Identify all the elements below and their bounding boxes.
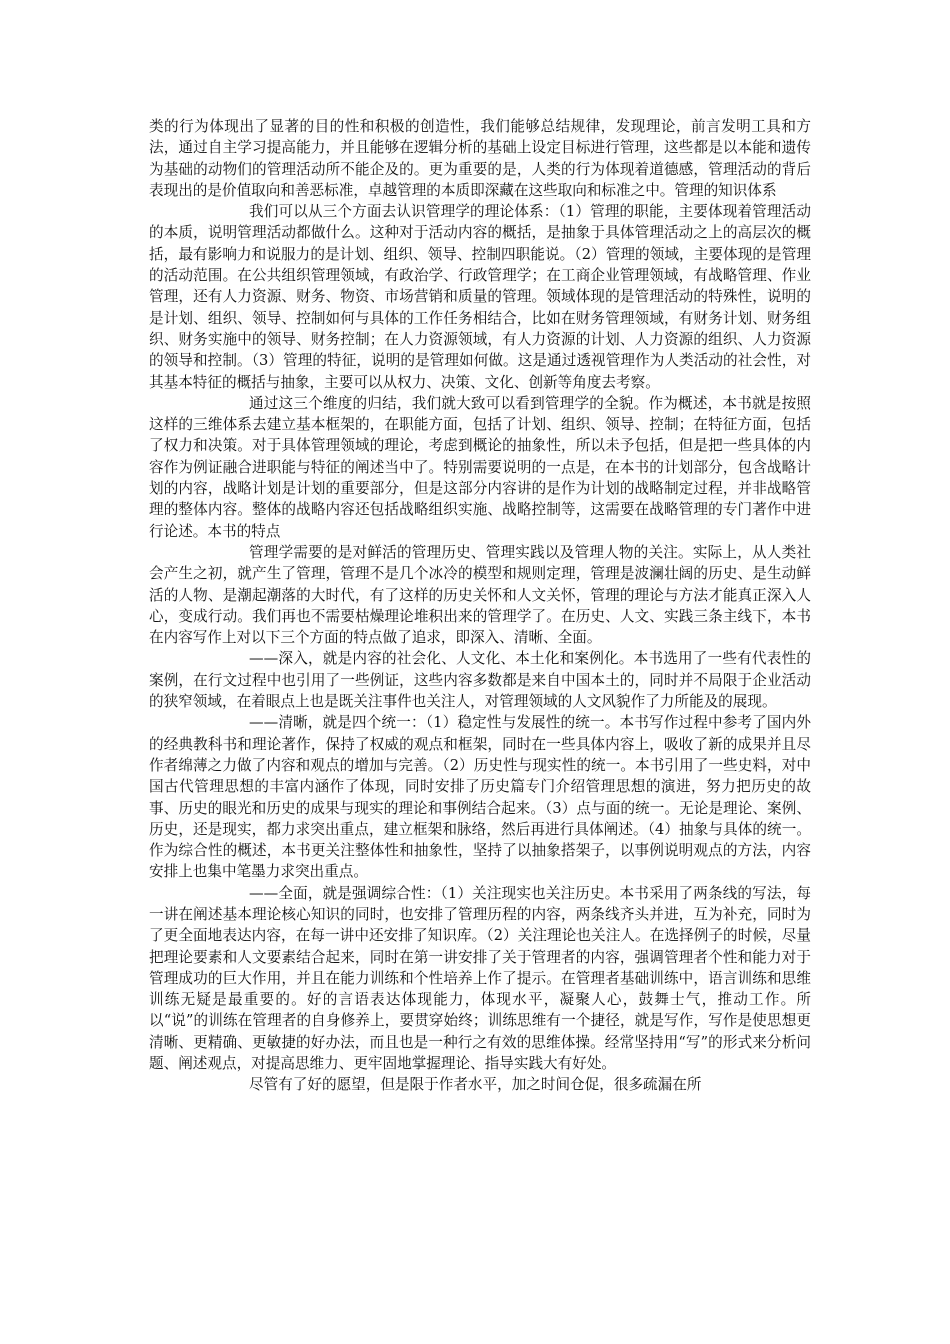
paragraph-clarity: ——清晰，就是四个统一：（1）稳定性与发展性的统一。本书写作过程中参考了国内外的经典教科书和理论著作，保持了权威的观点和框架，同时在一些具体内容上，吸收了新的成果并且尽作者绵薄之力做了内容和观点的增加与完善。（2）历史性与现实性的统一。本书引用了一些史料，对中国古代管理思想的丰富内涵作了体现，同时安排了历史篇专门介绍管理思想的演进，努力把历史的故事、历史的眼光和历史的成果与现实的理论和事例结合起来。（3）点与面的统一。无论是理论、案例、历史，还是现实，都力求突出重点，建立框架和脉络，然后再进行具体阐述。（4）抽象与具体的统一。作为综合性的概述，本书更关注整体性和抽象性，坚持了以抽象搭架子，以事例说明观点的方法，内容安排上也集中笔墨力求突出重点。 xyxy=(149,714,811,881)
paragraph-three-dimensions: 通过这三个维度的归结，我们就大致可以看到管理学的全貌。作为概述，本书就是按照这样的三维体系去建立基本框架的，在职能方面，包括了计划、组织、领导、控制；在特征方面，包括了权力和决策。对于具体管理领域的理论，考虑到概论的抽象性，所以未予包括，但是把一些具体的内容作为例证融合进职能与特征的阐述当中了。特别需要说明的一点是，在本书的计划部分，包含战略计划的内容，战略计划是计划的重要部分，但是这部分内容讲的是作为计划的战略制定过程，并非战略管理的整体内容。整体的战略内容还包括战略组织实施、战略控制等，这需要在战略管理的专门著作中进行论述。本书的特点 xyxy=(149,394,811,540)
paragraph-intro-continuation: 类的行为体现出了显著的目的性和积极的创造性，我们能够总结规律，发现理论，前言发明工具和方法，通过自主学习提高能力，并且能够在逻辑分析的基础上设定目标进行管理，这些都是以本能和遗传为基础的动物们的管理活动所不能企及的。更为重要的是，人类的行为体现着道德感，管理活动的背后表现出的是价值取向和善恶标准，卓越管理的本质即深藏在这些取向和标准之中。管理的知识体系 xyxy=(149,118,811,199)
document-body xyxy=(149,116,811,1096)
paragraph-depth: ——深入，就是内容的社会化、人文化、本土化和案例化。本书选用了一些有代表性的案例，在行文过程中也引用了一些例证，这些内容多数都是来自中国本土的，同时并不局限于企业活动的狭窄领域，在着眼点上也是既关注事件也关注人，对管理领域的人文风貌作了力所能及的展现。 xyxy=(149,650,811,711)
paragraph-theory-system: 我们可以从三个方面去认识管理学的理论体系：（1）管理的职能，主要体现着管理活动的本质，说明管理活动都做什么。这种对于活动内容的概括，是抽象于具体管理活动之上的高层次的概括，最有影响力和说服力的是计划、组织、领导、控制四职能说。（2）管理的领域，主要体现的是管理的活动范围。在公共组织管理领域，有政治学、行政管理学；在工商企业管理领域，有战略管理、作业管理，还有人力资源、财务、物资、市场营销和质量的管理。领域体现的是管理活动的特殊性，说明的是计划、组织、领导、控制如何与具体的工作任务相结合，比如在财务管理领域，有财务计划、财务组织、财务实施中的领导、财务控制；在人力资源领域，有人力资源的计划、人力资源的组织、人力资源的领导和控制。（3）管理的特征，说明的是管理如何做。这是通过透视管理作为人类活动的社会性，对其基本特征的概括与抽象，主要可以从权力、决策、文化、创新等角度去考察。 xyxy=(149,203,811,391)
paragraph-comprehensive: ——全面，就是强调综合性：（1）关注现实也关注历史。本书采用了两条线的写法，每一讲在阐述基本理论核心知识的同时，也安排了管理历程的内容，两条线齐头并进，互为补充，同时为了更全面地表达内容，在每一讲中还安排了知识库。（2）关注理论也关注人。在选择例子的时候，尽量把理论要素和人文要素结合起来，同时在第一讲安排了关于管理者的内容，强调管理者个性和能力对于管理成功的巨大作用，并且在能力训练和个性培养上作了提示。在管理者基础训练中，语言训练和思维训练无疑是最重要的。好的言语表达体现能力，体现水平，凝聚人心，鼓舞士气，推动工作。所以“说”的训练在管理者的自身修养上，要贯穿始终；训练思维有一个捷径，就是写作，写作是使思想更清晰、更精确、更敏捷的好办法，而且也是一种行之有效的思维体操。经常坚持用“写”的形式来分析问题、阐述观点，对提高思维力、更牢固地掌握理论、指导实践大有好处。 xyxy=(149,884,811,1073)
paragraph-book-features: 管理学需要的是对鲜活的管理历史、管理实践以及管理人物的关注。实际上，从人类社会产生之初，就产生了管理，管理不是几个冰冷的模型和规则定理，管理是波澜壮阔的历史、是生动鲜活的人物、是潮起潮落的大时代，有了这样的历史关怀和人文关怀，管理的理论与方法才能真正深入人心，变成行动。我们再也不需要枯燥理论堆积出来的管理学了。在历史、人文、实践三条主线下，本书在内容写作上对以下三个方面的特点做了追求，即深入、清晰、全面。 xyxy=(149,543,811,647)
paragraph-closing: 尽管有了好的愿望，但是限于作者水平，加之时间仓促，很多疏漏在所 xyxy=(249,1076,702,1094)
